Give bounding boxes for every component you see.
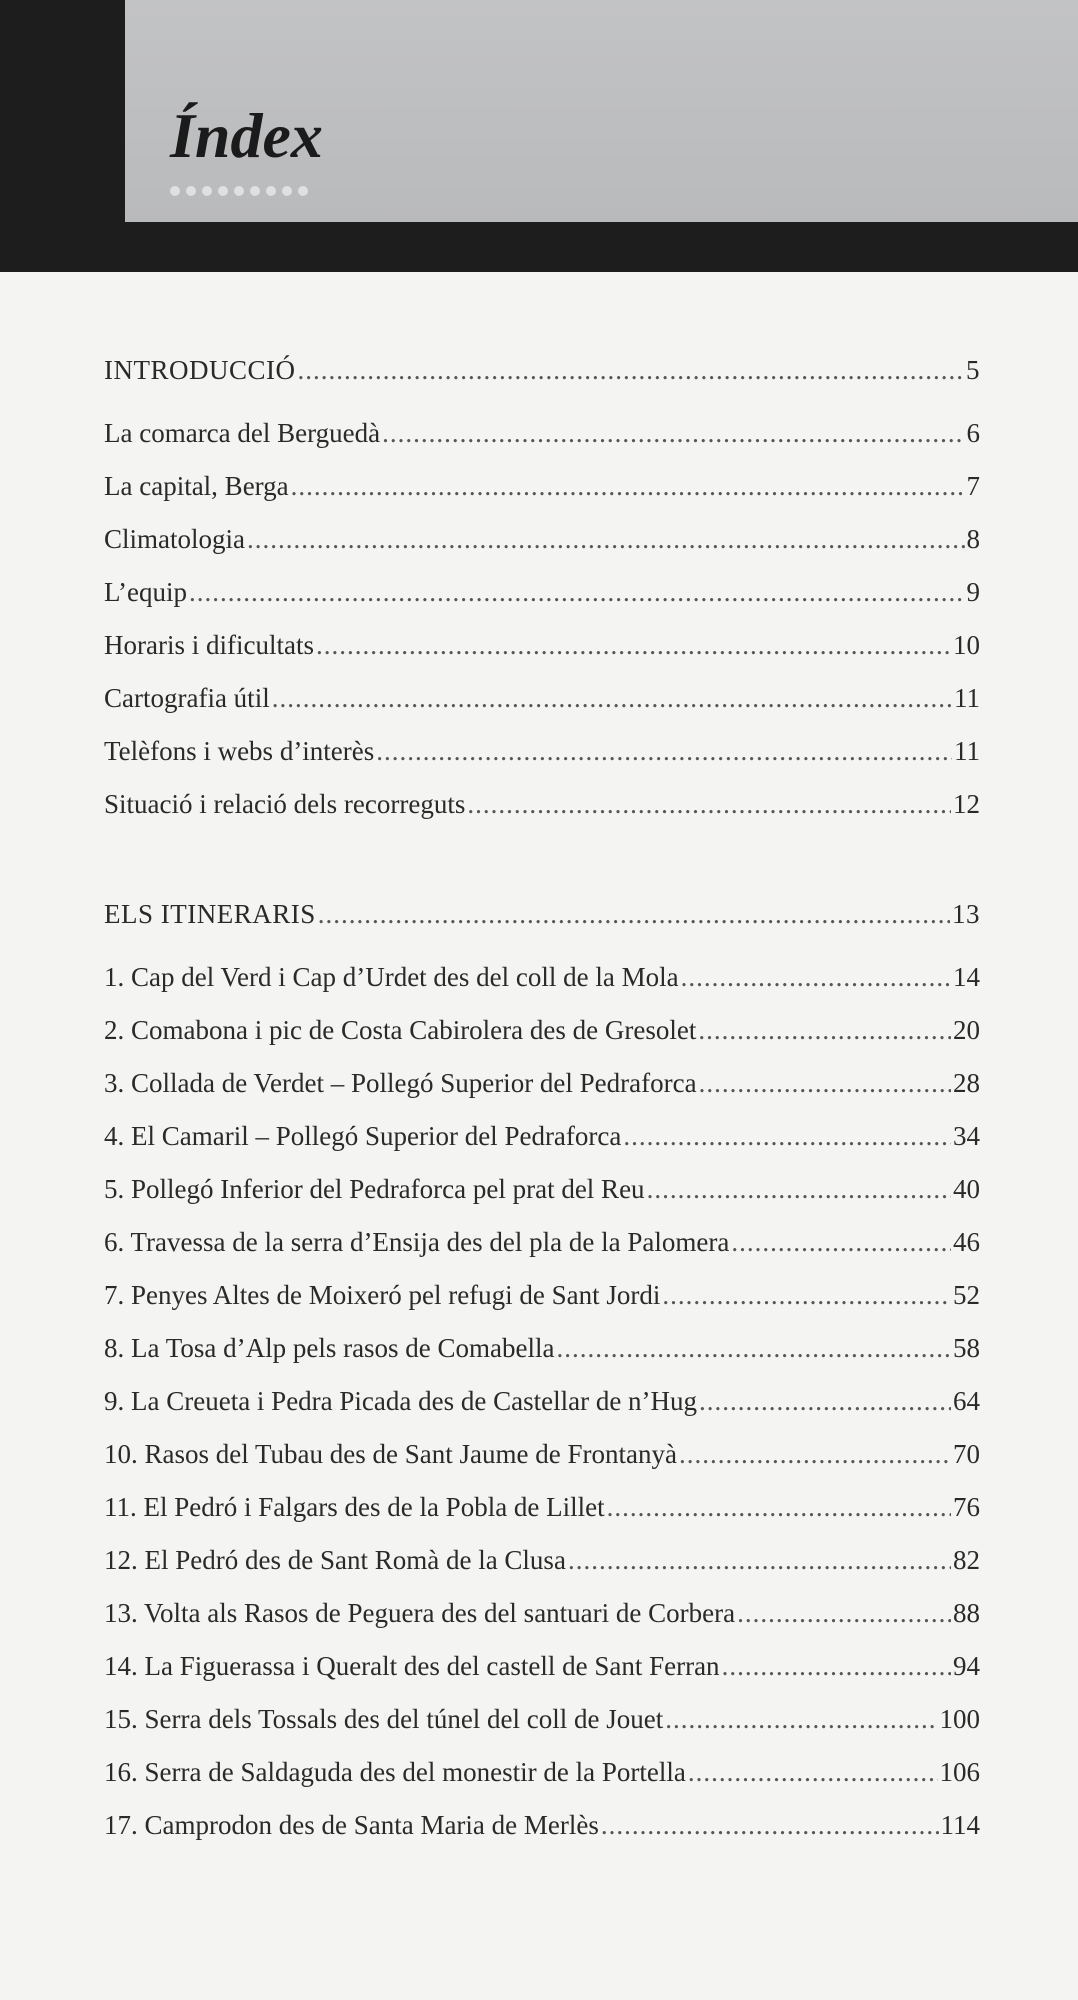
dot-leader — [731, 1216, 951, 1269]
toc-entry-title: 8. La Tosa d’Alp pels rasos de Comabella — [104, 1333, 555, 1363]
toc-entry[interactable] — [104, 407, 980, 460]
toc-page-number: 88 — [953, 1598, 980, 1628]
toc-entry[interactable] — [104, 1375, 980, 1428]
header-bar — [0, 0, 1078, 272]
dot-leader — [298, 345, 965, 395]
dot-leader — [679, 1428, 951, 1481]
toc-page-number: 34 — [953, 1121, 980, 1151]
dot-leader — [568, 1534, 951, 1587]
decorative-dots — [170, 186, 308, 196]
toc-page-number: 11 — [954, 736, 980, 766]
toc-entry-title: Telèfons i webs d’interès — [104, 736, 375, 766]
toc-entry[interactable] — [104, 1799, 980, 1852]
dot-leader — [601, 1799, 939, 1852]
dot — [202, 186, 212, 196]
toc-entry[interactable] — [104, 1640, 980, 1693]
toc-entry[interactable] — [104, 778, 980, 831]
dot — [250, 186, 260, 196]
toc-entry[interactable] — [104, 951, 980, 1004]
toc-entry[interactable] — [104, 1322, 980, 1375]
toc-page-number: 13 — [952, 899, 980, 929]
toc-page-number: 100 — [939, 1704, 980, 1734]
toc-section-introduccio — [104, 345, 980, 831]
toc-entry-title: Cartografia útil — [104, 683, 270, 713]
toc-entry-title: 14. La Figuerassa i Queralt des del castell de Sant Ferran — [104, 1651, 720, 1681]
toc-entry-title: ELS ITINERARIS — [104, 899, 316, 929]
toc-entry[interactable] — [104, 1746, 980, 1799]
toc-page-number: 106 — [939, 1757, 980, 1787]
dot — [170, 186, 180, 196]
toc-entry-title: Horaris i dificultats — [104, 630, 314, 660]
toc-page-number: 10 — [953, 630, 980, 660]
toc-page-number: 28 — [953, 1068, 980, 1098]
dot-leader — [665, 1693, 937, 1746]
dot-leader — [647, 1163, 951, 1216]
toc-page-number: 9 — [966, 577, 980, 607]
toc-entry-title: 2. Comabona i pic de Costa Cabirolera des de Gresolet — [104, 1015, 697, 1045]
toc-page-number: 8 — [966, 524, 980, 554]
toc-page-number: 11 — [954, 683, 980, 713]
toc-page-number: 40 — [953, 1174, 980, 1204]
toc-entry-title: 5. Pollegó Inferior del Pedraforca pel prat del Reu — [104, 1174, 645, 1204]
toc-entry-title: 4. El Camaril – Pollegó Superior del Pedraforca — [104, 1121, 622, 1151]
toc-page-number: 70 — [953, 1439, 980, 1469]
toc-entry-title: 1. Cap del Verd i Cap d’Urdet des del coll de la Mola — [104, 962, 679, 992]
dot — [186, 186, 196, 196]
toc-entry-title: INTRODUCCIÓ — [104, 355, 296, 385]
toc-entry-title: 13. Volta als Rasos de Peguera des del santuari de Corbera — [104, 1598, 736, 1628]
toc-page-number: 58 — [953, 1333, 980, 1363]
toc-entry-title: 9. La Creueta i Pedra Picada des de Castellar de n’Hug — [104, 1386, 698, 1416]
dot-leader — [272, 672, 952, 725]
dot-leader — [681, 951, 951, 1004]
toc-entry[interactable] — [104, 1110, 980, 1163]
toc-entry-title: L’equip — [104, 577, 187, 607]
toc-page-number: 20 — [953, 1015, 980, 1045]
toc-entry-title: Climatologia — [104, 524, 245, 554]
toc-page-number: 6 — [966, 418, 980, 448]
dot-leader — [318, 889, 950, 939]
toc-entry-title: 6. Travessa de la serra d’Ensija des del pla de la Palomera — [104, 1227, 730, 1257]
dot-leader — [662, 1269, 951, 1322]
toc-entry[interactable] — [104, 672, 980, 725]
toc-section-heading[interactable] — [104, 889, 980, 951]
toc-page-number: 64 — [953, 1386, 980, 1416]
toc-entry[interactable] — [104, 1587, 980, 1640]
dot-leader — [467, 778, 951, 831]
toc-page-number: 76 — [953, 1492, 980, 1522]
dot — [298, 186, 308, 196]
toc-entry[interactable] — [104, 460, 980, 513]
toc-entry[interactable] — [104, 566, 980, 619]
dot-leader — [722, 1640, 951, 1693]
toc-entry-title: 3. Collada de Verdet – Pollegó Superior del Pedraforca — [104, 1068, 697, 1098]
toc-entry[interactable] — [104, 1269, 980, 1322]
dot-leader — [699, 1375, 951, 1428]
dot — [234, 186, 244, 196]
toc-entry-title: 17. Camprodon des de Santa Maria de Merlès — [104, 1810, 599, 1840]
toc-section-heading[interactable] — [104, 345, 980, 407]
dot-leader — [189, 566, 965, 619]
toc-entry[interactable] — [104, 1534, 980, 1587]
dot-leader — [607, 1481, 951, 1534]
toc-page-number: 94 — [953, 1651, 980, 1681]
page-title: Índex — [170, 100, 323, 171]
toc-page-number: 5 — [966, 355, 980, 385]
toc-page-number: 52 — [953, 1280, 980, 1310]
dot — [266, 186, 276, 196]
toc-page-number: 46 — [953, 1227, 980, 1257]
toc-entry-title: La capital, Berga — [104, 471, 289, 501]
toc-entry[interactable] — [104, 1004, 980, 1057]
toc-page-number: 82 — [953, 1545, 980, 1575]
toc-entry[interactable] — [104, 1057, 980, 1110]
table-of-contents — [104, 345, 980, 1852]
dot-leader — [291, 460, 965, 513]
toc-entry[interactable] — [104, 725, 980, 778]
toc-entry-title: 10. Rasos del Tubau des de Sant Jaume de Frontanyà — [104, 1439, 677, 1469]
dot-leader — [316, 619, 951, 672]
toc-section-itineraris — [104, 889, 980, 1852]
toc-entry-title: La comarca del Berguedà — [104, 418, 381, 448]
toc-entry-title: 15. Serra dels Tossals des del túnel del coll de Jouet — [104, 1704, 664, 1734]
toc-entry[interactable] — [104, 1163, 980, 1216]
toc-entry[interactable] — [104, 1428, 980, 1481]
toc-page-number: 12 — [953, 789, 980, 819]
dot-leader — [737, 1587, 951, 1640]
dot-leader — [382, 407, 964, 460]
toc-entry-title: 12. El Pedró des de Sant Romà de la Clusa — [104, 1545, 566, 1575]
dot-leader — [247, 513, 965, 566]
toc-page-number: 7 — [966, 471, 980, 501]
toc-entry-title: Situació i relació dels recorreguts — [104, 789, 466, 819]
toc-entry-title: 7. Penyes Altes de Moixeró pel refugi de Sant Jordi — [104, 1280, 661, 1310]
dot-leader — [557, 1322, 951, 1375]
toc-entry[interactable] — [104, 1693, 980, 1746]
toc-entry-title: 11. El Pedró i Falgars des de la Pobla de Lillet — [104, 1492, 605, 1522]
toc-entry-title: 16. Serra de Saldaguda des del monestir de la Portella — [104, 1757, 686, 1787]
dot-leader — [699, 1057, 951, 1110]
toc-entry[interactable] — [104, 1481, 980, 1534]
dot — [218, 186, 228, 196]
toc-entry[interactable] — [104, 513, 980, 566]
toc-entry[interactable] — [104, 1216, 980, 1269]
toc-page-number: 114 — [940, 1810, 980, 1840]
dot-leader — [376, 725, 952, 778]
toc-entry[interactable] — [104, 619, 980, 672]
dot — [282, 186, 292, 196]
dot-leader — [698, 1004, 951, 1057]
dot-leader — [688, 1746, 938, 1799]
dot-leader — [623, 1110, 951, 1163]
toc-page-number: 14 — [953, 962, 980, 992]
